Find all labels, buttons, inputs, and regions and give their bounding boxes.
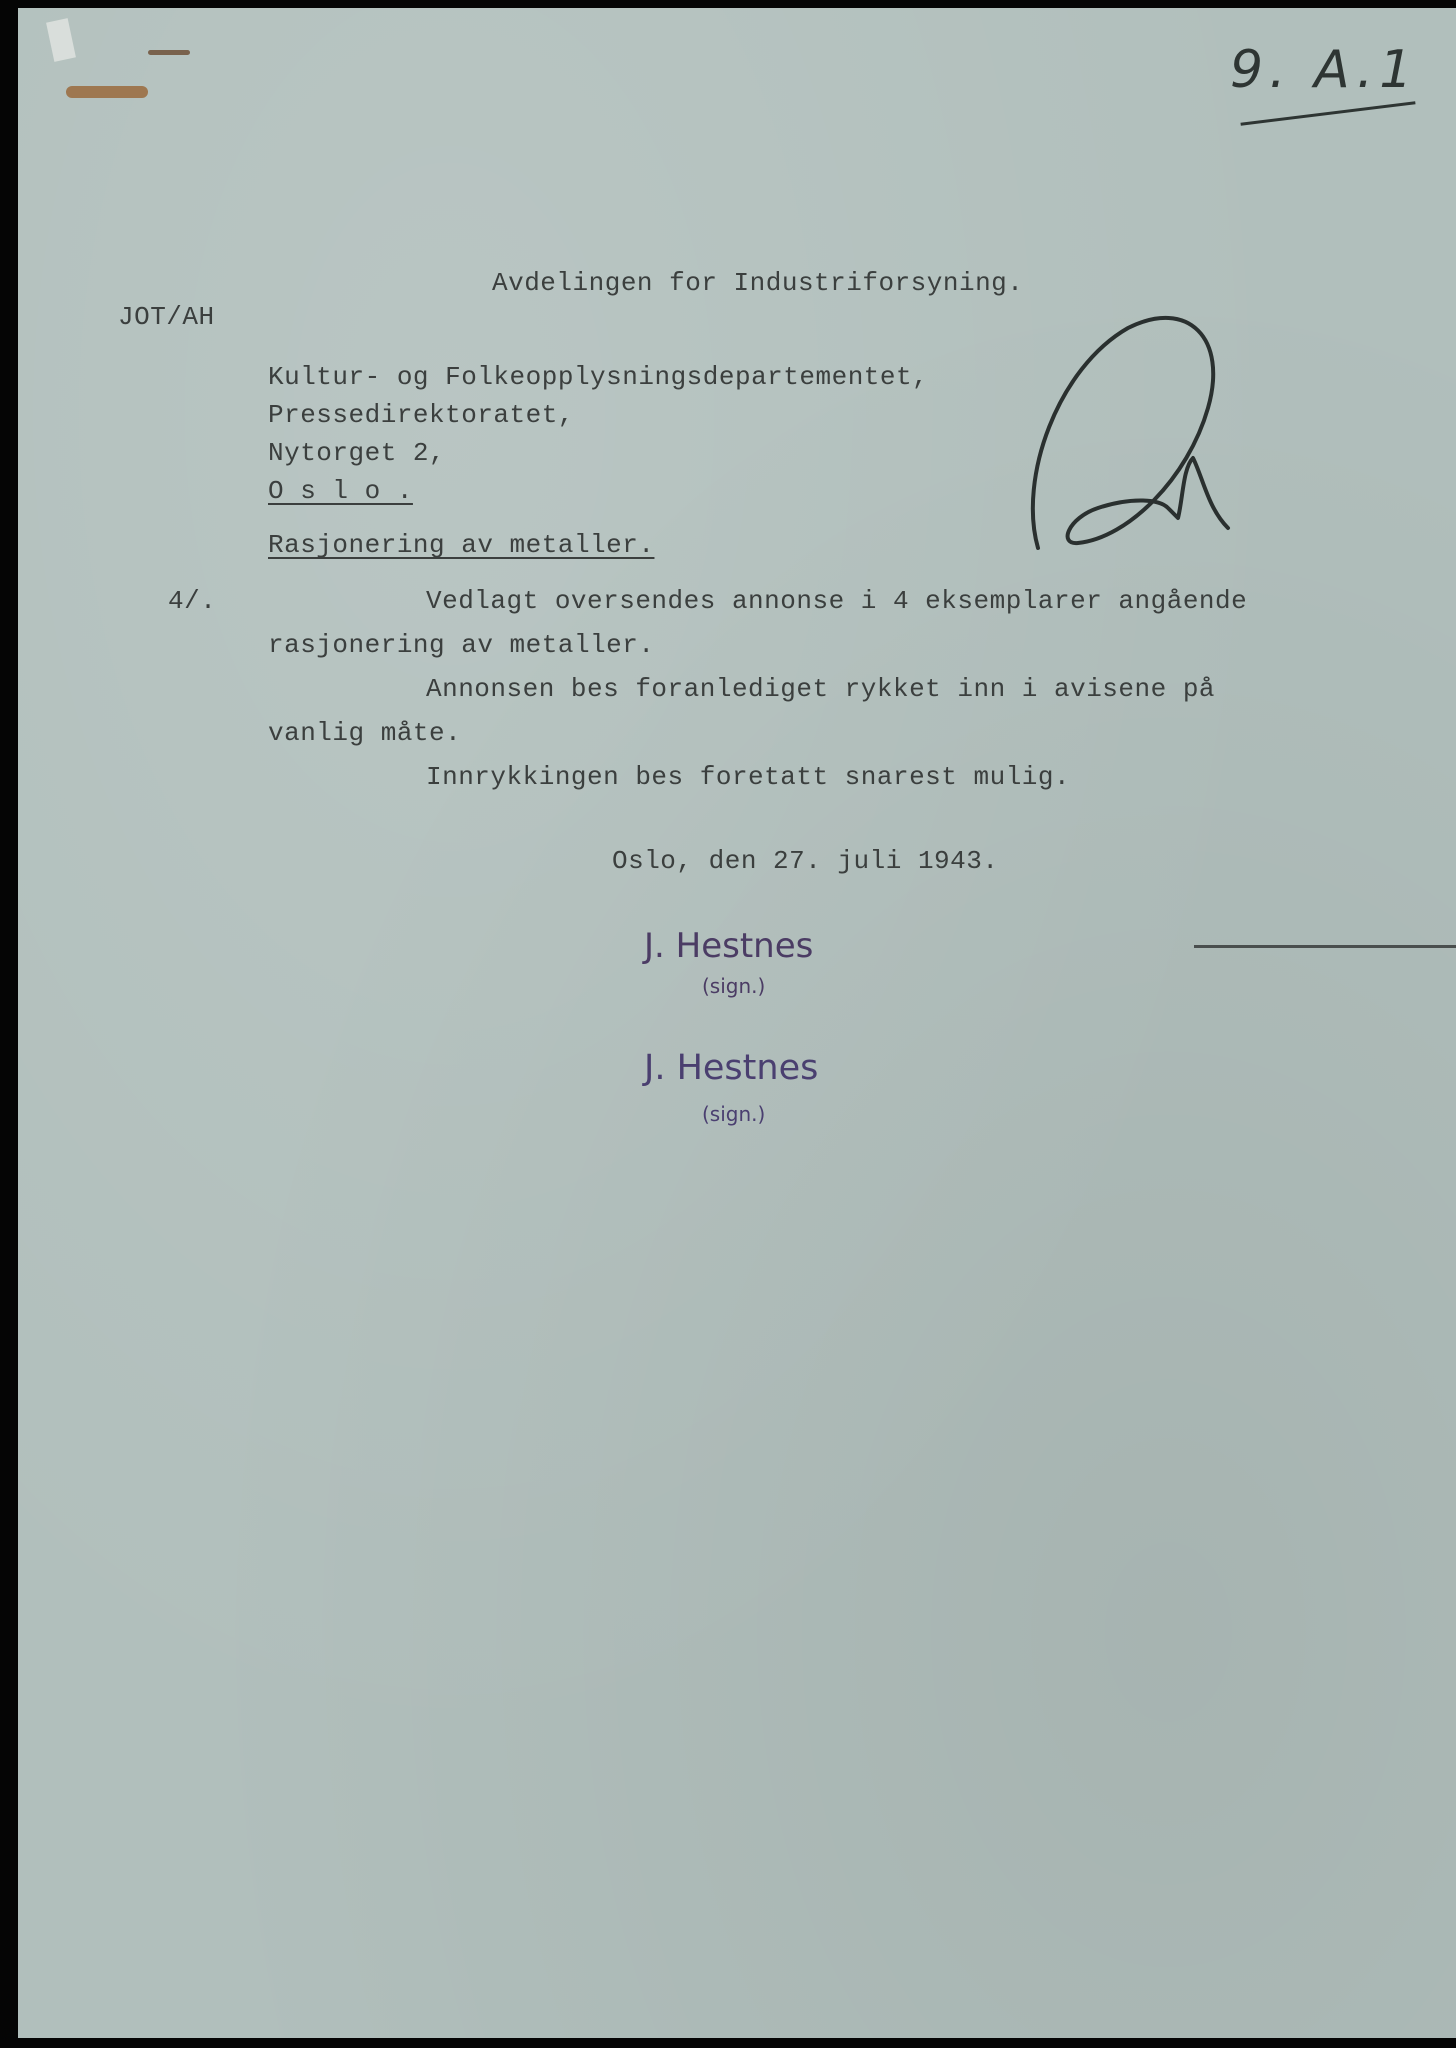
enclosure-note: 4/.	[168, 586, 217, 616]
body-paragraph-2-line-2: vanlig måte.	[268, 718, 462, 748]
signature-stamp-1-sign: (sign.)	[702, 974, 766, 998]
recipient-line-3: Nytorget 2,	[268, 438, 446, 468]
signature-stamp-2-sign: (sign.)	[702, 1102, 766, 1126]
body-paragraph-1-line-1: Vedlagt oversendes annonse i 4 eksemplarer angående	[426, 586, 1248, 616]
archive-mark-underline	[1240, 101, 1415, 125]
margin-rule	[1194, 945, 1456, 948]
recipient-line-2: Pressedirektoratet,	[268, 400, 574, 430]
subject-line: Rasjonering av metaller.	[268, 530, 655, 560]
body-paragraph-2-line-1: Annonsen bes foranlediget rykket inn i avisene på	[426, 674, 1216, 704]
body-paragraph-1-line-2: rasjonering av metaller.	[268, 630, 655, 660]
document-page	[18, 8, 1456, 2038]
signature-stamp-1-name: J. Hestnes	[644, 926, 814, 966]
reference-code: JOT/AH	[118, 302, 215, 332]
date-line: Oslo, den 27. juli 1943.	[612, 846, 999, 876]
torn-corner	[46, 18, 76, 62]
handwritten-initial	[1018, 308, 1238, 568]
recipient-city: O s l o .	[268, 476, 413, 506]
recipient-line-1: Kultur- og Folkeopplysningsdepartementet,	[268, 362, 929, 392]
archive-mark: 9. A.1	[1230, 40, 1419, 100]
rust-stain	[66, 86, 148, 98]
ink-mark	[148, 50, 190, 55]
department-heading: Avdelingen for Industriforsyning.	[492, 268, 1024, 298]
body-paragraph-3: Innrykkingen bes foretatt snarest mulig.	[426, 762, 1071, 792]
signature-stamp-2-name: J. Hestnes	[644, 1048, 819, 1088]
